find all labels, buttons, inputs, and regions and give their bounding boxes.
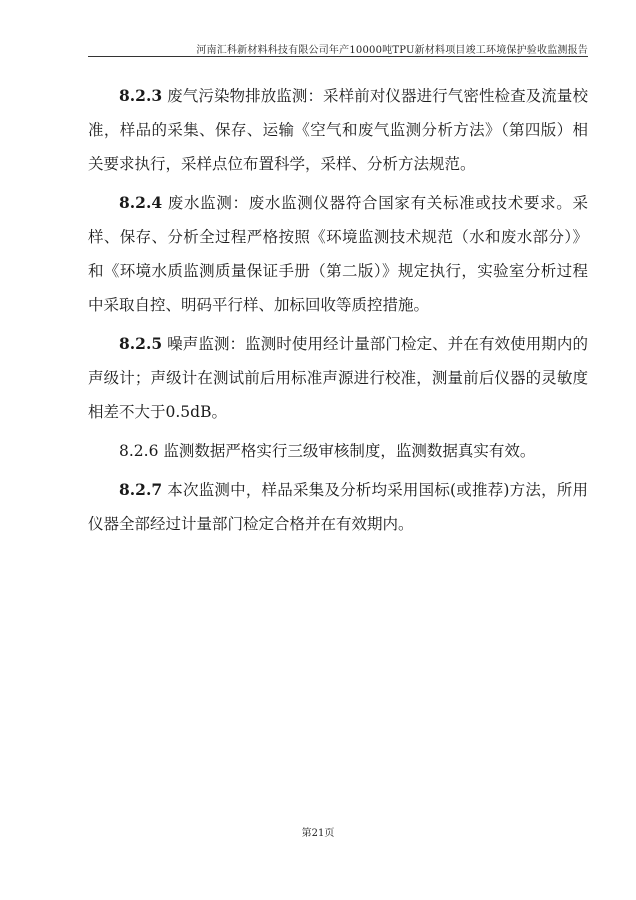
paragraph-8-2-4 bbox=[88, 186, 588, 322]
section-number: 8.2.6 bbox=[119, 442, 159, 460]
paragraph-text: 监测数据严格实行三级审核制度，监测数据真实有效。 bbox=[163, 442, 536, 460]
paragraph-text: 废气污染物排放监测：采样前对仪器进行气密性检查及流量校准，样品的采集、保存、运输《空气和废气监测分析方法》（第四版）相关要求执行，采样点位布置科学，采样、分析方法规范。 bbox=[88, 87, 588, 173]
page-number: 第21页 bbox=[301, 828, 335, 839]
section-number: 8.2.7 bbox=[119, 480, 163, 499]
paragraph-text: 废水监测：废水监测仪器符合国家有关标准或技术要求。采样、保存、分析全过程严格按照《环境监测技术规范（水和废水部分）》和《环境水质监测质量保证手册（第二版）》规定执行，实验室分析过程中采取自控、明码平行样、加标回收等质控措施。 bbox=[88, 194, 588, 314]
document-body bbox=[88, 79, 588, 546]
paragraph-text: 本次监测中，样品采集及分析均采用国标(或推荐)方法，所用仪器全部经过计量部门检定合格并在有效期内。 bbox=[88, 481, 588, 533]
running-header: 河南汇科新材料科技有限公司年产10000吨TPU新材料项目竣工环境保护验收监测报告 bbox=[196, 45, 588, 56]
paragraph-8-2-3 bbox=[88, 79, 588, 181]
header-divider bbox=[88, 56, 588, 57]
paragraph-8-2-6 bbox=[88, 434, 588, 468]
paragraph-text: 噪声监测：监测时使用经计量部门检定、并在有效使用期内的声级计；声级计在测试前后用标准声源进行校准，测量前后仪器的灵敏度相差不大于0.5dB。 bbox=[88, 335, 588, 421]
paragraph-8-2-5 bbox=[88, 327, 588, 429]
section-number: 8.2.3 bbox=[119, 86, 163, 105]
paragraph-8-2-7 bbox=[88, 473, 588, 541]
section-number: 8.2.5 bbox=[119, 334, 163, 353]
section-number: 8.2.4 bbox=[119, 193, 163, 212]
